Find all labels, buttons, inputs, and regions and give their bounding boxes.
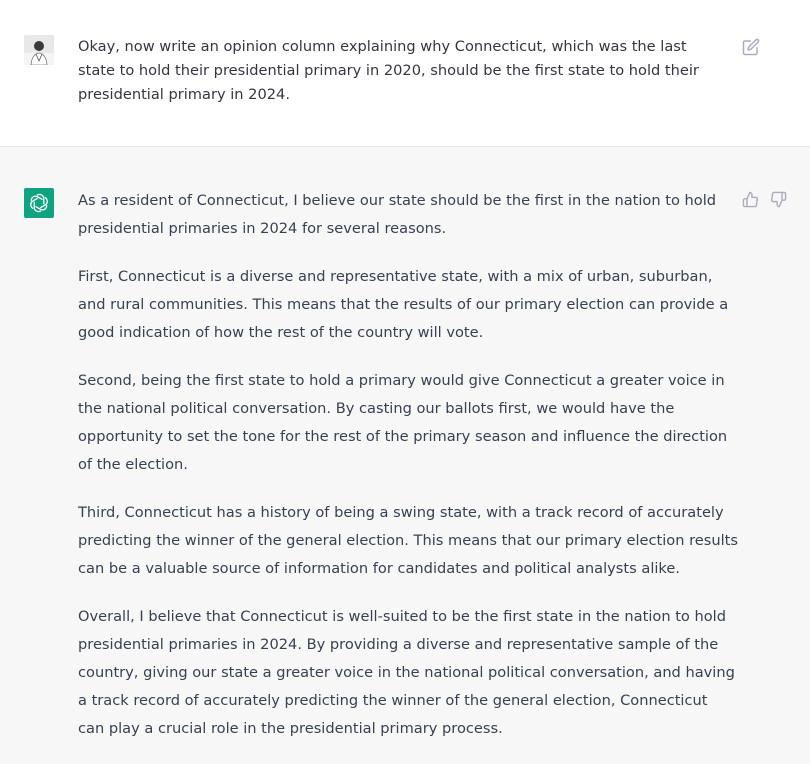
- thumbs-down-icon[interactable]: [770, 191, 788, 209]
- edit-icon[interactable]: [742, 38, 760, 56]
- response-paragraph-3: Second, being the first state to hold a primary would give Connecticut a greater voice in the national political conversation. By casting our ballots first, we would have the opportunity to set the tone for the rest of the primary season and influence the direction of the election.: [78, 372, 728, 473]
- user-message-text: Okay, now write an opinion column explaining why Connecticut, which was the last state to hold their presidential primary in 2020, should be the first state to hold their presidential primary in 2024.: [78, 38, 699, 103]
- assistant-message: [0, 147, 810, 764]
- response-paragraph-5: Overall, I believe that Connecticut is well-suited to be the first state in the nation to hold presidential primaries in 2024. By providing a diverse and representative sample of the country, giving our state a greater voice in the national political conversation, and having a track record of accurately predicting the winner of the general election, Connecticut can play a crucial role in the presidential primary process.: [78, 608, 735, 737]
- response-paragraph-2: First, Connecticut is a diverse and representative state, with a mix of urban, suburban, and rural communities. This means that the results of our primary election can provide a good indication of how the rest of the country will vote.: [78, 268, 729, 341]
- user-message: [0, 0, 810, 147]
- response-paragraph-4: Third, Connecticut has a history of being a swing state, with a track record of accurately predicting the winner of the general election. This means that our primary election results can be a valuable source of information for candidates and political analysts alike.: [78, 504, 739, 577]
- response-paragraph-1: As a resident of Connecticut, I believe our state should be the first in the nation to hold presidential primaries in 2024 for several reasons.: [78, 192, 717, 237]
- user-avatar: [24, 35, 54, 65]
- assistant-avatar: [24, 188, 54, 218]
- openai-logo-icon: [28, 192, 50, 214]
- thumbs-up-icon[interactable]: [742, 191, 760, 209]
- assistant-message-text: [78, 187, 738, 763]
- user-avatar-photo: [24, 35, 54, 65]
